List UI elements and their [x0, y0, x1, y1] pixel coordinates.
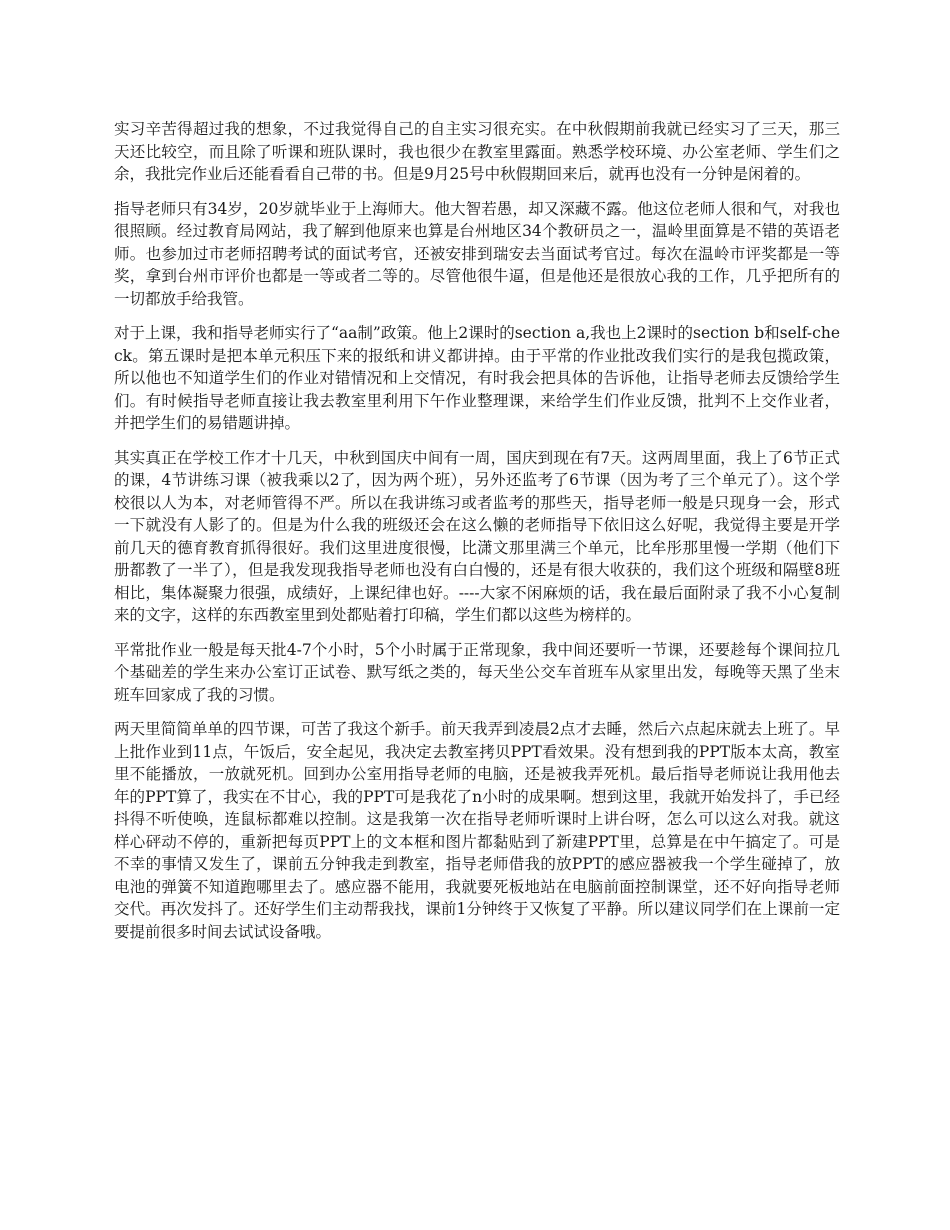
paragraph-1: 实习辛苦得超过我的想象，不过我觉得自己的自主实习很充实。在中秋假期前我就已经实习了三天，那三天还比较空，而且除了听课和班队课时，我也很少在教室里露面。熟悉学校环境、办公室老师、学生们之余，我批完作业后还能看看自己带的书。但是9月25号中秋假期回来后，就再也没有一分钟是闲着的。 [114, 120, 840, 183]
paragraph-3: 对于上课，我和指导老师实行了“aa制”政策。他上2课时的section a,我也上2课时的section b和self-check。第五课时是把本单元积压下来的报纸和讲义都讲掉。由于平常的作业批改我们实行的是我包揽政策，所以他也不知道学生们的作业对错情况和上交情况，有时我会把具体的告诉他，让指导老师去反馈给学生们。有时候指导老师直接让我去教室里利用下午作业整理课，来给学生们作业反馈，批判不上交作业者，并把学生们的易错题讲掉。 [114, 324, 840, 432]
paragraph-6: 两天里简简单单的四节课，可苦了我这个新手。前天我弄到凌晨2点才去睡，然后六点起床就去上班了。早上批作业到11点，午饭后，安全起见，我决定去教室拷贝PPT看效果。没有想到我的PPT版本太高，教室里不能播放，一放就死机。回到办公室用指导老师的电脑，还是被我弄死机。最后指导老师说让我用他去年的PPT算了，我实在不甘心，我的PPT可是我花了n小时的成果啊。想到这里，我就开始发抖了，手已经抖得不听使唤，连鼠标都难以控制。这是我第一次在指导老师听课时上讲台呀，怎么可以这么对我。就这样心砰动不停的，重新把每页PPT上的文本框和图片都黏贴到了新建PPT里，总算是在中午搞定了。可是不幸的事情又发生了，课前五分钟我走到教室，指导老师借我的放PPT的感应器被我一个学生碰掉了，放电池的弹簧不知道跑哪里去了。感应器不能用，我就要死板地站在电脑前面控制课堂，还不好向指导老师交代。再次发抖了。还好学生们主动帮我找，课前1分钟终于又恢复了平静。所以建议同学们在上课前一定要提前很多时间去试试设备哦。 [114, 720, 840, 941]
paragraph-2: 指导老师只有34岁，20岁就毕业于上海师大。他大智若愚，却又深藏不露。他这位老师人很和气，对我也很照顾。经过教育局网站，我了解到他原来也算是台州地区34个教研员之一，温岭里面算是不错的英语老师。也参加过市老师招聘考试的面试考官，还被安排到瑞安去当面试考官过。每次在温岭市评奖都是一等奖，拿到台州市评价也都是一等或者二等的。尽管他很牛逼，但是他还是很放心我的工作，几乎把所有的一切都放手给我管。 [114, 199, 840, 308]
document-body [114, 118, 840, 955]
paragraph-4: 其实真正在学校工作才十几天，中秋到国庆中间有一周，国庆到现在有7天。这两周里面，我上了6节正式的课，4节讲练习课（被我乘以2了，因为两个班），另外还监考了6节课（因为考了三个单元了）。这个学校很以人为本，对老师管得不严。所以在我讲练习或者监考的那些天，指导老师一般是只现身一会，形式一下就没有人影了的。但是为什么我的班级还会在这么懒的老师指导下依旧这么好呢，我觉得主要是开学前几天的德育教育抓得很好。我们这里进度很慢，比潇文那里满三个单元，比牟彤那里慢一学期（他们下册都教了一半了），但是我发现我指导老师也没有白白慢的，还是有很大收获的，我们这个班级和隔壁8班相比，集体凝聚力很强，成绩好，上课纪律也好。----大家不闲麻烦的话，我在最后面附录了我不小心复制来的文字，这样的东西教室里到处都贴着打印稿，学生们都以这些为榜样的。 [114, 448, 840, 624]
paragraph-5: 平常批作业一般是每天批4-7个小时，5个小时属于正常现象，我中间还要听一节课，还要趁每个课间拉几个基础差的学生来办公室订正试卷、默写纸之类的，每天坐公交车首班车从家里出发，每晚等天黑了坐末班车回家成了我的习惯。 [114, 640, 840, 704]
